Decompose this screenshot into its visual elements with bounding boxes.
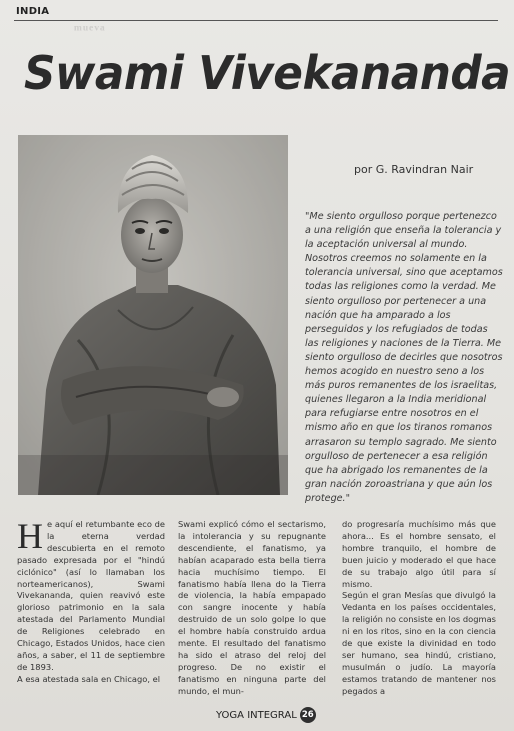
section-rule — [14, 20, 498, 21]
body-column-1 — [17, 516, 165, 686]
bleed-through-text: ᵐᵘᵉᵛᵃ — [74, 22, 106, 39]
paragraph: Según el gran Mesías que divulgó la Vedanta en los países occidentales, la religión no consiste en los dogmas ni en los ritos, sino en la con ciencia de que existe la divinidad en todo ser humano, sea hindú, cristiano, musulmán o judío. La mayoría estamos tratando de mantener nos pegados a — [342, 590, 496, 696]
article-title: Swami Vivekananda — [24, 46, 511, 100]
page-number: 26 — [300, 707, 316, 723]
paragraph: Swami explicó cómo el sectarismo, la intolerancia y su repugnante descendiente, el fanatismo, ya habían acaparado esta bella tierra hacia muchísimo tiempo. El fanatismo había llena do la Tierra de violencia, la había empapado con sangre inocente y había destruido de un solo golpe lo que el hombre había construido ardua mente. El resultado del fanatismo ha sido el atraso del reloj del progreso. De no existir el fanatismo en ninguna parte del mundo, el mun- — [178, 519, 326, 696]
body-column-2 — [178, 519, 326, 698]
portrait-image — [18, 135, 288, 495]
magazine-name: YOGA INTEGRAL — [216, 709, 297, 721]
section-label: INDIA — [16, 6, 50, 17]
paragraph-text: e aquí el retumbante eco de la eterna verdad descubierta en el remoto pasado expresada por el "hindú ciclónico" (así lo llamaban los norteamericanos), Swami Vivekananda, quien reavivó este glorioso patrimonio en la sala atestada del Parlamento Mundial de Religiones celebrado en Chicago, Estados Unidos, hace cien años, a saber, el 11 de septiembre de 1893. — [17, 519, 165, 672]
pull-quote: "Me siento orgulloso porque pertenezco a una religión que enseña la tolerancia y la aceptación universal al mundo. Nosotros creemos no solamente en la tolerancia universal, sino que aceptamos todas las religiones como la verdad. Me siento orgulloso por pertenecer a una nación que ha amparado a los perseguidos y los refugiados de todas las religiones y naciones de la Tierra. Me siento orgulloso de decirles que nosotros hemos acogido en nuestro seno a los más puros remanentes de los israelitas, quienes llegaron a la India meridional para refugiarse entre nosotros en el mismo año en que los tiranos romanos arrasaron su templo sagrado. Me siento orgulloso de pertenecer a esa religión que ha abrigado los remanentes de la gran nación zoroastriana y que aún los protege." — [305, 211, 503, 504]
portrait-svg — [18, 135, 288, 495]
byline: por G. Ravindran Nair — [354, 163, 474, 176]
paragraph — [17, 516, 165, 674]
paragraph: A esa atestada sala en Chicago, el — [17, 673, 161, 684]
drop-cap: H — [17, 516, 43, 556]
paragraph: do progresaría muchísimo más que ahora... Es el hombre sensato, el hombre tranquilo, el hombre de buen juicio y moderado el que hace de su trabajo algo útil para sí mismo. — [342, 519, 496, 589]
body-column-3 — [342, 519, 496, 698]
page-footer — [216, 707, 316, 723]
